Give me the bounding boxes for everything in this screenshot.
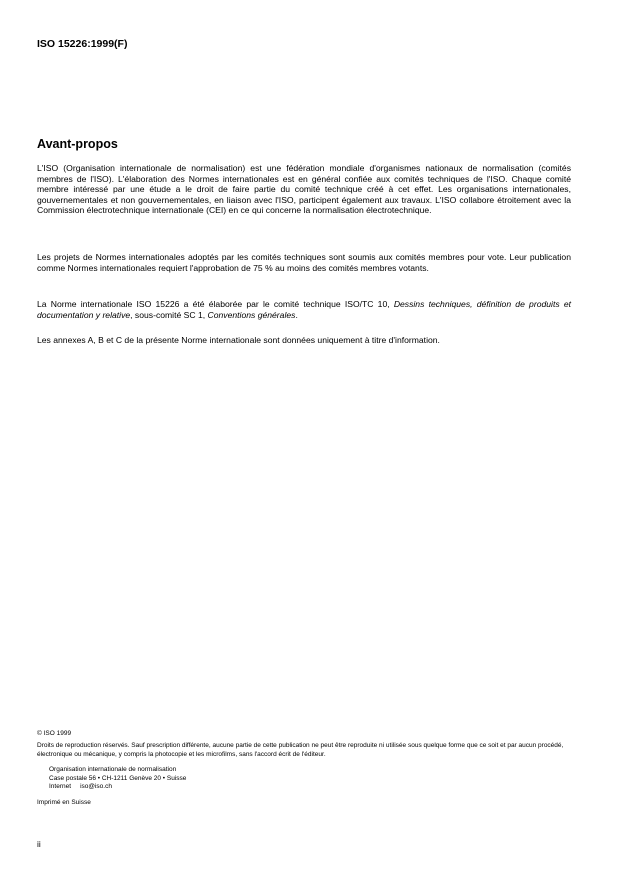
- document-header: ISO 15226:1999(F): [37, 38, 128, 50]
- committee-title: Dessins techniques, définition de produits et documentation y relative: [37, 299, 571, 320]
- page-number: ii: [37, 839, 41, 849]
- paragraph-3-text-1: La Norme internationale ISO 15226 a été élaborée par le comité technique ISO/TC 10,: [37, 299, 394, 309]
- subcommittee-title: Conventions générales: [207, 309, 296, 320]
- foreword-paragraph-1: L'ISO (Organisation internationale de normalisation) est une fédération mondiale d'organismes nationaux de normalisation (comités membres de l'ISO). L'élaboration des Normes internationales est en général confiée aux comités techniques de l'ISO. Chaque comité membre intéressé par une étude a le droit de faire partie du comité technique créé à cet effet. Les organisations internationales, gouvernementales et non gouvernementales, en liaison avec l'ISO, participent également aux travaux. L'ISO collabore étroitement avec la Commission électrotechnique internationale (CEI) en ce qui concerne la normalisation électrotechnique.: [37, 163, 571, 216]
- publisher-address: [49, 766, 589, 792]
- printed-notice: Imprimé en Suisse: [37, 799, 91, 806]
- page-title: Avant-propos: [37, 137, 118, 151]
- foreword-paragraph-2: Les projets de Normes internationales adoptés par les comités techniques sont soumis aux comités membres pour vote. Leur publication comme Normes internationales requiert l'approbation de 75 % au moins des comités membres votants.: [37, 252, 571, 273]
- internet-contact: Internet iso@iso.ch: [49, 783, 112, 790]
- organization-name: Organisation internationale de normalisation: [49, 766, 177, 773]
- paragraph-3-text-3: .: [295, 309, 298, 320]
- foreword-paragraph-4: Les annexes A, B et C de la présente Norme internationale sont données uniquement à titre d'information.: [37, 335, 440, 345]
- copyright-notice: © ISO 1999: [37, 730, 72, 737]
- foreword-paragraph-3: [37, 299, 571, 320]
- paragraph-3-text-2: , sous-comité SC 1,: [130, 309, 208, 320]
- rights-notice: Droits de reproduction réservés. Sauf prescription différente, aucune partie de cette publication ne peut être reproduite ni utilisée sous quelque forme que ce soit et par aucun procédé, électronique ou mécanique, y compris la photocopie et les microfilms, sans l'accord écrit de l'éditeur.: [37, 742, 564, 758]
- postal-address: Case postale 56 • CH-1211 Genève 20 • Suisse: [49, 774, 187, 782]
